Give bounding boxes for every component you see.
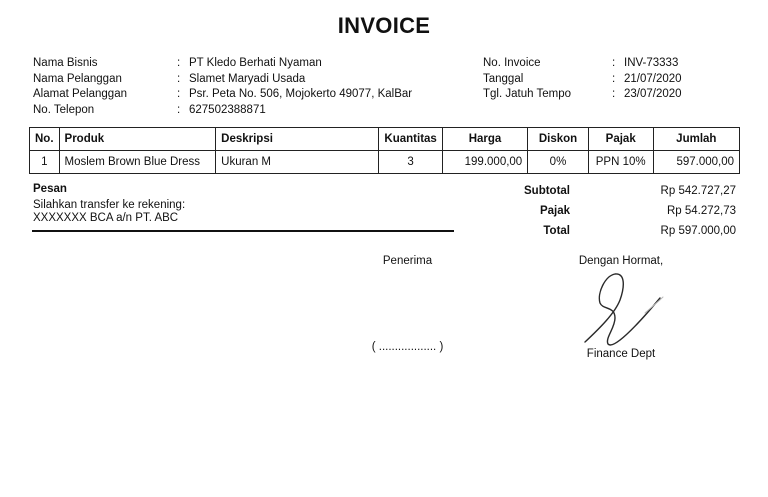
info-label: Tgl. Jatuh Tempo: [483, 88, 572, 100]
info-row-due-date: [483, 87, 682, 103]
invoice-meta-block: [483, 56, 682, 103]
info-colon: :: [177, 103, 181, 116]
info-row-customer-address: [33, 87, 412, 103]
column-header-tax: Pajak: [588, 128, 653, 151]
info-colon: :: [177, 57, 181, 69]
sender-greeting: Dengan Hormat,: [578, 255, 664, 267]
invoice-title: INVOICE: [337, 13, 431, 38]
info-colon: :: [612, 72, 616, 85]
info-colon: :: [177, 88, 181, 100]
cell-tax: PPN 10%: [588, 151, 653, 174]
sender-name: Finance Dept: [586, 348, 656, 360]
total-row: [500, 223, 736, 243]
info-label: Nama Pelanggan: [33, 72, 122, 85]
info-row-invoice-number: [483, 56, 682, 72]
info-value: 21/07/2020: [624, 72, 682, 85]
cell-amount: 597.000,00: [653, 151, 739, 174]
column-header-quantity: Kuantitas: [379, 128, 442, 151]
total-value: Rp 597.000,00: [660, 225, 736, 237]
message-line: XXXXXXX BCA a/n PT. ABC: [33, 211, 179, 224]
info-label: Nama Bisnis: [33, 57, 98, 69]
column-header-price: Harga: [442, 128, 527, 151]
info-row-date: [483, 72, 682, 88]
column-header-discount: Diskon: [528, 128, 589, 151]
total-label: Total: [543, 225, 570, 237]
receiver-signature-placeholder: ( .................. ): [371, 341, 444, 353]
cell-description: Ukuran M: [216, 151, 379, 174]
info-value: 627502388871: [189, 103, 266, 116]
customer-info-block: [33, 56, 412, 118]
column-header-amount: Jumlah: [653, 128, 739, 151]
signature-icon: [575, 268, 670, 348]
info-label: No. Telepon: [33, 103, 95, 116]
cell-quantity: 3: [379, 151, 442, 174]
info-value: 23/07/2020: [624, 88, 682, 100]
info-row-phone: [33, 103, 412, 119]
subtotal-row: [500, 183, 736, 203]
cell-product: Moslem Brown Blue Dress: [59, 151, 216, 174]
tax-value: Rp 54.272,73: [666, 205, 736, 217]
tax-row: [500, 203, 736, 223]
info-row-customer-name: [33, 72, 412, 88]
table-header-row: [30, 128, 740, 151]
info-colon: :: [612, 88, 616, 100]
table-row: [30, 151, 740, 174]
info-label: Alamat Pelanggan: [33, 88, 127, 100]
info-value: Psr. Peta No. 506, Mojokerto 49077, KalBar: [189, 88, 413, 100]
totals-block: [500, 183, 736, 243]
info-row-business-name: [33, 56, 412, 72]
cell-no: 1: [30, 151, 60, 174]
message-line: Silahkan transfer ke rekening:: [33, 199, 186, 211]
info-colon: :: [177, 72, 181, 85]
invoice-items-table: [29, 127, 740, 174]
info-label: Tanggal: [483, 72, 524, 85]
subtotal-label: Subtotal: [524, 185, 570, 197]
message-title: Pesan: [33, 183, 67, 195]
column-header-product: Produk: [59, 128, 216, 151]
info-colon: :: [612, 57, 616, 69]
info-value: INV-73333: [624, 57, 679, 69]
column-header-no: No.: [30, 128, 60, 151]
cell-discount: 0%: [528, 151, 589, 174]
message-divider: [32, 230, 454, 232]
cell-price: 199.000,00: [442, 151, 527, 174]
info-value: PT Kledo Berhati Nyaman: [189, 57, 322, 69]
subtotal-value: Rp 542.727,27: [660, 185, 736, 197]
message-block: [33, 182, 185, 224]
tax-label: Pajak: [539, 205, 570, 217]
info-value: Slamet Maryadi Usada: [189, 72, 306, 85]
receiver-label: Penerima: [382, 255, 433, 267]
info-label: No. Invoice: [483, 57, 541, 69]
column-header-description: Deskripsi: [216, 128, 379, 151]
